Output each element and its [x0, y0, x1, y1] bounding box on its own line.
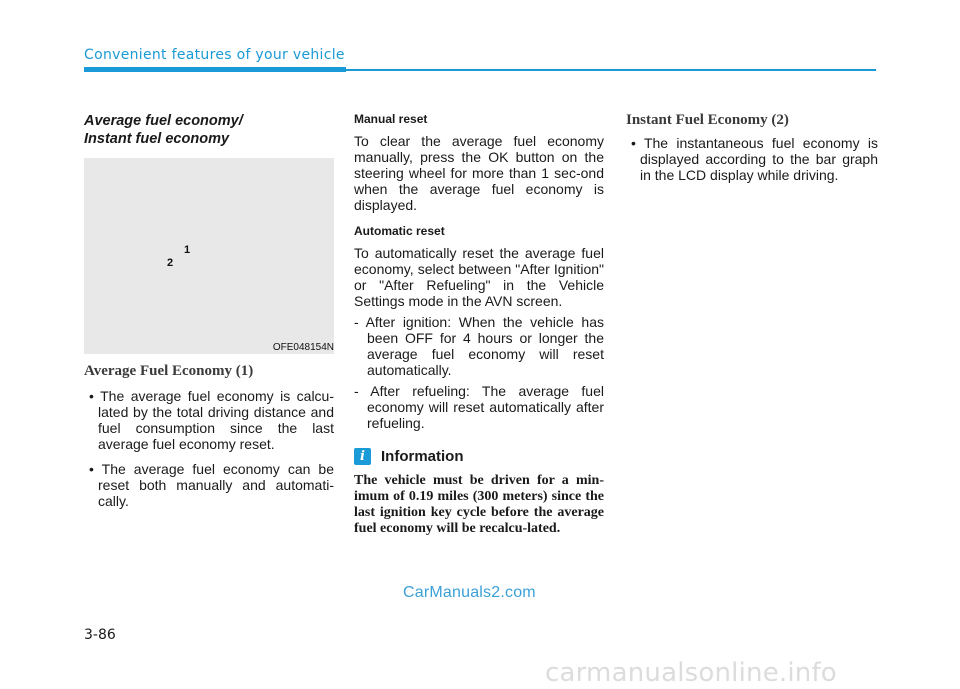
- list-item: - After refueling: The average fuel economy will reset automatically after refueling.: [354, 383, 604, 431]
- list-item: • The average fuel economy can be reset both manually and automati-cally.: [89, 461, 334, 509]
- header-rule: [346, 69, 876, 71]
- left-column: [84, 112, 334, 509]
- manual-reset-heading: Manual reset: [354, 112, 428, 126]
- figure-label-1: 1: [184, 244, 191, 256]
- middle-column: [354, 112, 604, 537]
- average-bullets: [84, 388, 334, 509]
- information-body: The vehicle must be driven for a min-imum of 0.19 miles (300 meters) since the last ignition key cycle before the average fuel economy will be recalcu-lated.: [354, 473, 604, 536]
- instant-fuel-economy-heading: Instant Fuel Economy (2): [626, 112, 789, 128]
- footer-watermark: carmanualsonline.info: [545, 658, 837, 688]
- list-item: • The instantaneous fuel economy is displayed according to the bar graph in the LCD display while driving.: [631, 135, 878, 183]
- section-title-line-2: Instant fuel economy: [84, 131, 230, 147]
- automatic-reset-heading: Automatic reset: [354, 224, 445, 238]
- info-icon: i: [354, 448, 371, 465]
- section-title: [84, 112, 334, 148]
- right-column: [626, 112, 878, 183]
- figure-label-2: 2: [167, 257, 174, 269]
- header-bar: [84, 67, 346, 72]
- list-item: • The average fuel economy is calcu-lated by the total driving distance and fuel consumption since the last average fuel economy reset.: [89, 388, 335, 452]
- cluster-figure: [84, 158, 334, 354]
- average-fuel-economy-heading: Average Fuel Economy (1): [84, 363, 254, 379]
- automatic-reset-text: To automatically reset the average fuel economy, select between "After Ignition" or "After Refueling" in the Vehicle Settings mode in the AVN screen.: [354, 245, 604, 309]
- figure-code: OFE048154N: [272, 342, 334, 353]
- page-number: 3-86: [84, 627, 116, 643]
- manual-reset-text: To clear the average fuel economy manually, press the OK button on the steering wheel for more than 1 sec-ond when the average fuel economy is displayed.: [354, 133, 604, 213]
- information-header: [354, 448, 604, 465]
- information-title: Information: [381, 448, 464, 465]
- section-title-line-1: Average fuel economy/: [84, 113, 243, 129]
- instant-bullets: [626, 135, 878, 183]
- list-item: - After ignition: When the vehicle has been OFF for 4 hours or longer the average fuel economy will reset automatically.: [354, 314, 604, 378]
- header-title: Convenient features of your vehicle: [84, 47, 345, 63]
- site-watermark: CarManuals2.com: [403, 584, 536, 601]
